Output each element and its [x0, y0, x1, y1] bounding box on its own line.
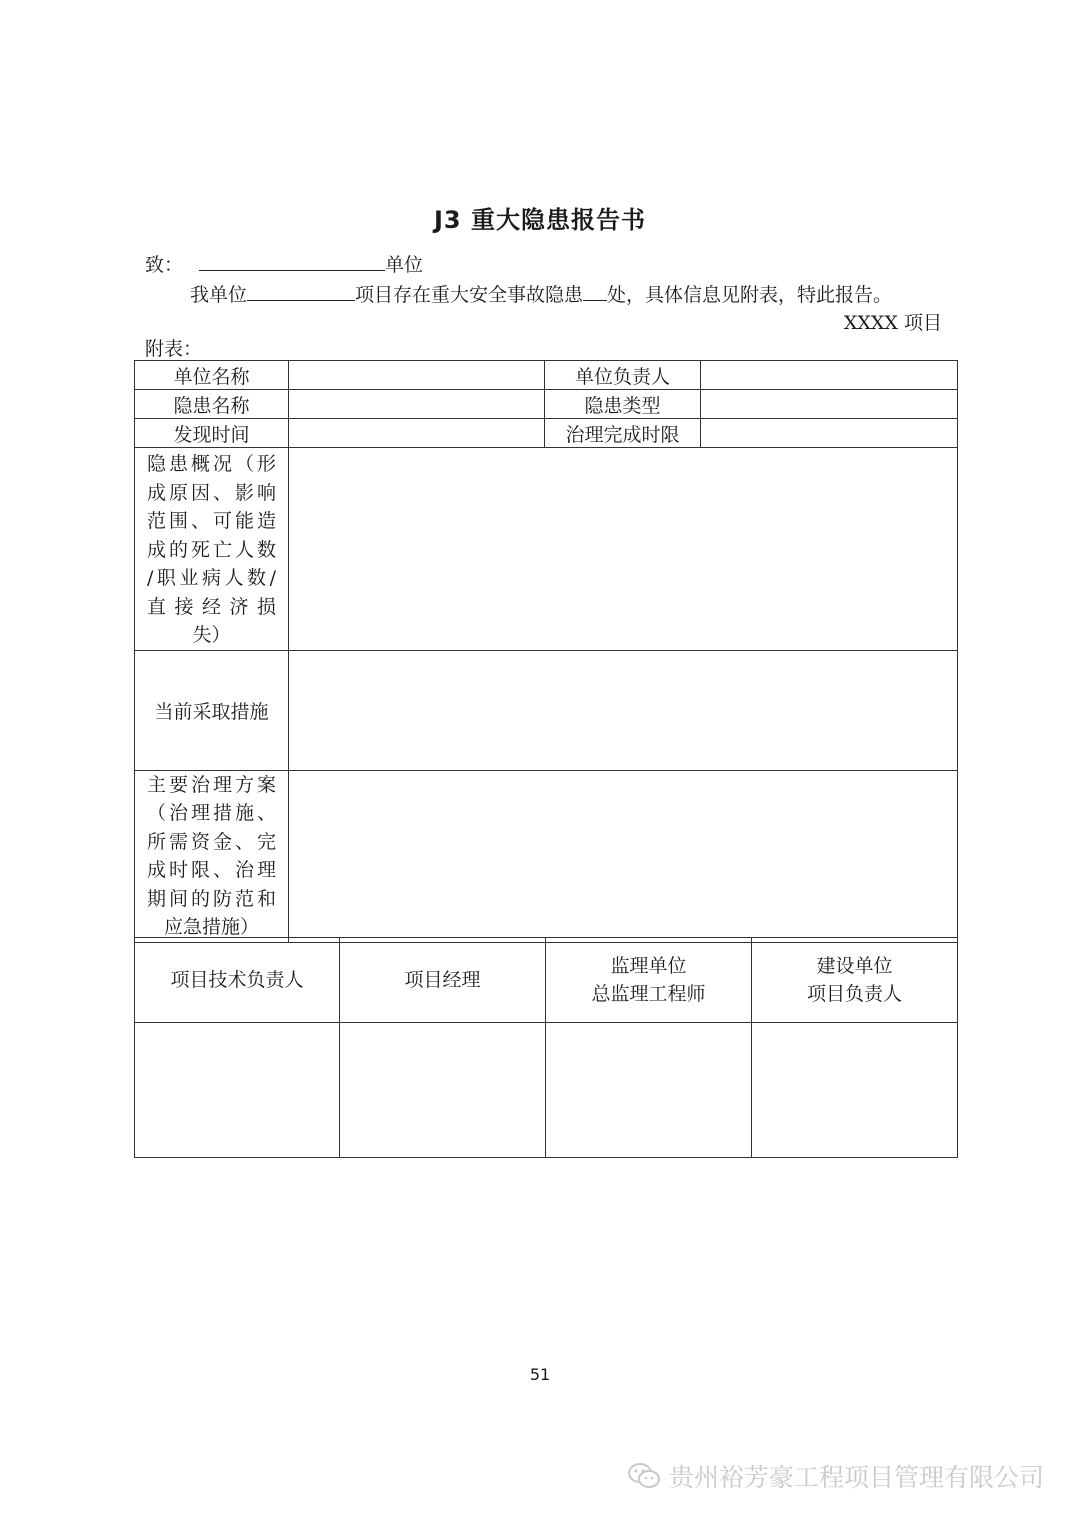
hazard-count-blank[interactable] — [583, 280, 607, 301]
overview-field[interactable] — [289, 448, 958, 651]
recipient-line — [145, 250, 423, 277]
project-name-blank[interactable] — [247, 280, 355, 301]
body-part-3: 处，具体信息见附表，特此报告。 — [607, 284, 893, 306]
overview-label — [135, 448, 289, 651]
found-time-label: 发现时间 — [135, 419, 289, 448]
watermark — [627, 1458, 1044, 1494]
recipient-prefix: 致： — [145, 254, 184, 276]
watermark-text: 贵州裕芳豪工程项目管理有限公司 — [668, 1463, 1044, 1492]
signature-table — [134, 937, 958, 1158]
wechat-icon — [627, 1461, 661, 1491]
overview-line: 成原因、影响 — [147, 481, 276, 504]
unit-leader-label: 单位负责人 — [545, 361, 701, 390]
plan-field[interactable] — [289, 770, 958, 942]
tech-lead-sign-field[interactable] — [135, 1023, 340, 1158]
unit-name-label: 单位名称 — [135, 361, 289, 390]
pm-label: 项目经理 — [340, 938, 546, 1023]
plan-line: 主要治理方案 — [147, 773, 276, 796]
supervisor-sign-field[interactable] — [546, 1023, 752, 1158]
body-part-1: 我单位 — [190, 284, 248, 306]
tech-lead-label: 项目技术负责人 — [135, 938, 340, 1023]
unit-name-field[interactable] — [289, 361, 545, 390]
plan-line: 成时限、治理 — [147, 859, 276, 881]
table-row — [135, 770, 958, 942]
hazard-name-label: 隐患名称 — [135, 390, 289, 419]
deadline-field[interactable] — [701, 419, 958, 448]
measures-field[interactable] — [289, 650, 958, 770]
table-row — [135, 1023, 958, 1158]
overview-line: 直接经济损 — [147, 595, 276, 618]
recipient-suffix: 单位 — [385, 254, 424, 276]
overview-line: 范围、可能造 — [147, 510, 276, 532]
signature-project: XXXX 项目 — [843, 312, 942, 334]
unit-leader-field[interactable] — [701, 361, 958, 390]
attachment-label: 附表： — [145, 338, 203, 360]
overview-line: /职业病人数/ — [147, 567, 276, 589]
table-row — [135, 938, 958, 1023]
table-row — [135, 650, 958, 770]
supervisor-line-2: 总监理工程师 — [591, 983, 706, 1005]
plan-line: 所需资金、完 — [147, 830, 276, 853]
body-part-2: 项目存在重大安全事故隐患 — [355, 284, 584, 306]
plan-line: 期间的防范和 — [147, 887, 276, 910]
overview-line: 隐患概况（形 — [147, 453, 276, 475]
plan-line: （治理措施、 — [147, 802, 276, 824]
table-row — [135, 448, 958, 651]
plan-line: 应急措施） — [163, 916, 259, 938]
table-row — [135, 361, 958, 390]
document-title: J3 重大隐患报告书 — [434, 206, 646, 234]
builder-label — [752, 938, 958, 1023]
builder-line-1: 建设单位 — [816, 955, 893, 977]
found-time-field[interactable] — [289, 419, 545, 448]
builder-line-2: 项目负责人 — [806, 983, 902, 1005]
table-row — [135, 390, 958, 419]
overview-line: 失） — [192, 624, 231, 646]
report-body-line — [190, 280, 892, 307]
page-number: 51 — [529, 1365, 551, 1384]
supervisor-line-1: 监理单位 — [610, 955, 687, 977]
pm-sign-field[interactable] — [340, 1023, 546, 1158]
recipient-blank[interactable] — [199, 250, 385, 271]
overview-line: 成的死亡人数 — [147, 538, 276, 561]
builder-sign-field[interactable] — [752, 1023, 958, 1158]
supervisor-label — [546, 938, 752, 1023]
hazard-name-field[interactable] — [289, 390, 545, 419]
hazard-info-table — [134, 360, 958, 943]
deadline-label: 治理完成时限 — [545, 419, 701, 448]
table-row — [135, 419, 958, 448]
measures-label: 当前采取措施 — [135, 650, 289, 770]
plan-label — [135, 770, 289, 942]
hazard-type-label: 隐患类型 — [545, 390, 701, 419]
hazard-type-field[interactable] — [701, 390, 958, 419]
